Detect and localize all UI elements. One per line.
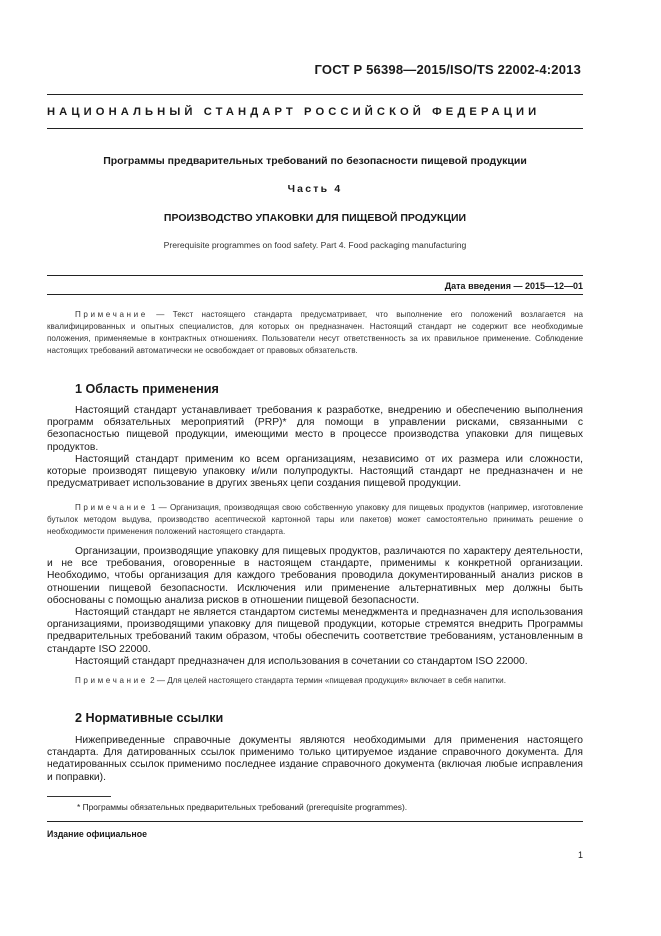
note-intro <box>47 309 583 357</box>
date-bottom-rule <box>47 294 583 295</box>
national-standard-banner: НАЦИОНАЛЬНЫЙ СТАНДАРТ РОССИЙСКОЙ ФЕДЕРАЦИИ <box>47 106 541 118</box>
footnote: * Программы обязательных предварительных требований (prerequisite programmes). <box>77 802 408 812</box>
section-1-paragraph: Организации, производящие упаковку для пищевых продуктов, различаются по характеру деятельности, и не все требования, оговоренные в настоящем стандарте, применимы к конкретной организации. Необходимо, чтобы организация для каждого требования проводила документированный анализ рисков в отношении пищевой безопасности. Исключения или применение альтернативных мер должны быть обоснованы с помощью анализа рисков в отношении пищевой безопасности. <box>47 546 583 606</box>
title-part: Часть 4 <box>287 183 343 195</box>
edition-rule <box>47 821 583 822</box>
section-1-body-continued <box>47 546 583 668</box>
section-2-paragraph: Нижеприведенные справочные документы являются необходимыми для применения настоящего стандарта. Для датированных ссылок применимо только цитируемое издание справочного документа. Для недатированных ссылок применимо последнее издание справочного документа (включая любые исправления и поправки). <box>47 735 583 783</box>
note-text: 2 — Для целей настоящего стандарта термин «пищевая продукция» включает в себя напитки. <box>147 676 506 685</box>
section-1-paragraph: Настоящий стандарт устанавливает требования к разработке, внедрению и обеспечению выполнения программ обязательных мероприятий (PRP)* для помощи в управлении рисками, связанными с безопасностью пищевой продукции, имеющими место в процессе производства упаковки для пищевых продуктов. <box>47 405 583 453</box>
section-1-paragraph: Настоящий стандарт предназначен для использования в сочетании со стандартом ISO 22000. <box>75 655 528 667</box>
note-2 <box>47 675 583 687</box>
banner-top-rule <box>47 94 583 95</box>
introduction-date: Дата введения — 2015—12—01 <box>444 281 583 291</box>
official-edition: Издание официальное <box>47 829 147 839</box>
note-label: Примечание <box>75 310 148 319</box>
english-title: Prerequisite programmes on food safety. Part 4. Food packaging manufacturing <box>163 240 467 250</box>
section-1-heading: 1 Область применения <box>75 382 219 396</box>
note-label: Примечание <box>75 503 148 512</box>
page-number: 1 <box>577 850 583 860</box>
section-2-body <box>47 735 583 784</box>
section-1-body <box>47 405 583 490</box>
note-text: 1 — Организация, производящая свою собственную упаковку для пищевых продуктов (например, изготовление бутылок методом выдува, производство асептической картонной тары или пакетов) может самостоятельно принимать решение о необходимости применения положений настоящего стандарта. <box>47 503 583 536</box>
note-text: — Текст настоящего стандарта предусматривает, что выполнение его положений возлагается на квалифицированных и опытных специалистов, для которых он предназначен. Настоящий стандарт не содержит все необходимые положения, применяемые в контрактных отношениях. Пользователи несут ответственность за их правильное применение. Соблюдение настоящих требований автоматически не освобождает от правовых обязательств. <box>47 310 583 355</box>
title-line-2: ПРОИЗВОДСТВО УПАКОВКИ ДЛЯ ПИЩЕВОЙ ПРОДУКЦИИ <box>163 212 467 224</box>
note-label: Примечание <box>75 676 148 685</box>
section-1-paragraph: Настоящий стандарт применим ко всем организациям, независимо от их размера или сложности, которые производят пищевую упаковку и/или полупродукты. Настоящий стандарт не предназначен и не предусматривает использование в других звеньях цепи создания пищевой продукции. <box>47 453 583 490</box>
footnote-rule <box>47 796 111 797</box>
note-1 <box>47 502 583 538</box>
section-2-heading: 2 Нормативные ссылки <box>75 711 224 725</box>
title-line-1: Программы предварительных требований по безопасности пищевой продукции <box>103 155 527 167</box>
date-top-rule <box>47 275 583 276</box>
banner-bottom-rule <box>47 128 583 129</box>
standard-code: ГОСТ Р 56398—2015/ISO/TS 22002-4:2013 <box>314 62 581 77</box>
section-1-paragraph: Настоящий стандарт не является стандартом системы менеджмента и предназначен для использования организациями, производящими упаковку для пищевой продукции, которые стремятся внедрить Программы предварительных требований таким образом, чтобы обеспечить соответствие требованиям, установленным в стандарте ISO 22000. <box>47 607 583 655</box>
